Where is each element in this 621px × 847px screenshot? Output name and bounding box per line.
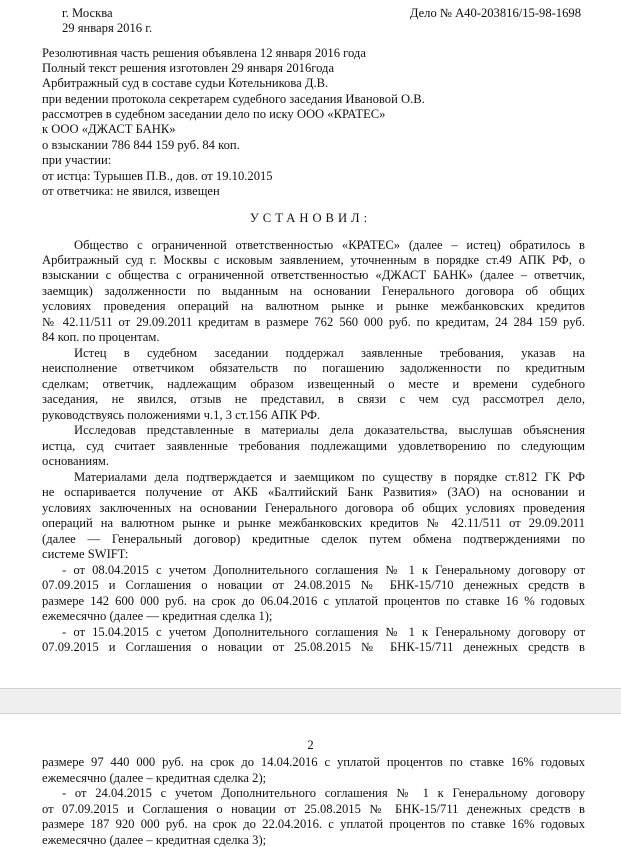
meta-line: к ООО «ДЖАСТ БАНК»	[42, 122, 176, 136]
body-line: операций на валютном рынке и рынке межбанковских кредитов № 42.11/511 от 29.09.2011	[42, 516, 585, 530]
page-edge	[0, 688, 621, 689]
meta-line: при ведении протокола секретарем судебного заседания Ивановой О.В.	[42, 92, 425, 106]
body-line: Арбитражный суд г. Москвы с исковым заявлением, уточненным в порядке ст.49 АПК РФ, о	[42, 253, 585, 267]
meta-line: Полный текст решения изготовлен 29 января 2016года	[42, 61, 335, 75]
meta-line: от истца: Турышев П.В., дов. от 19.10.2015	[42, 169, 273, 183]
body-line: истца, суд считает заявленные требования подлежащими удовлетворению по следующим	[42, 439, 585, 453]
body-line: - от 15.04.2015 с учетом Дополнительного соглашения № 1 к Генеральному договору от	[62, 625, 585, 639]
header-date: 29 января 2016 г.	[62, 21, 153, 35]
body-line: 07.09.2015 и Соглашения о новации от 24.08.2015 № БНК-15/710 денежных средств в	[42, 578, 585, 592]
body-line: неисполнение ответчиком обязательств по погашению задолженности по кредитным	[42, 361, 585, 375]
meta-line: о взыскании 786 844 159 руб. 84 коп.	[42, 138, 240, 152]
header-city: г. Москва	[62, 6, 113, 20]
body-line: условиях проведения операций на валютном рынке и рынке межбанковских кредитов	[42, 299, 585, 313]
meta-line: Резолютивная часть решения объявлена 12 января 2016 года	[42, 46, 366, 60]
body-line: № 42.11/511 от 29.09.2011 кредитам в размере 762 560 000 руб. по кредитам, 24 284 159 руб.	[42, 315, 585, 329]
body-line: 84 коп. по процентам.	[42, 330, 160, 344]
document-page-2	[0, 714, 621, 847]
body-line: размере 142 600 000 руб. на срок до 06.04.2016 с уплатой процентов по ставке 16 % годовых	[42, 594, 585, 608]
body-line: ежемесячно (далее — кредитная сделка 1);	[42, 609, 273, 623]
body-line: заседания, не явился, отзыв не представил, в связи с чем суд рассмотрел дело,	[42, 392, 585, 406]
meta-line: от ответчика: не явился, извещен	[42, 184, 220, 198]
body-line: условиях заключенных на основании Генерального договора об общих условиях проведения	[42, 501, 585, 515]
body-line: размере 187 920 000 руб. на срок до 22.04.2016. с уплатой процентов по ставке 16% годовых	[42, 817, 585, 831]
body-line: (далее — Генеральный договор) кредитные сделок путем обмена подтверждениями по	[42, 532, 585, 546]
body-line: взыскании с общества с ограниченной ответственностью «ДЖАСТ БАНК» (далее – ответчик,	[42, 268, 585, 282]
body-line: - от 24.04.2015 с учетом Дополнительного соглашения № 1 к Генеральному договору	[62, 786, 585, 800]
body-line: заемщик) задолженности по выданным на основании Генерального договора об общих	[42, 284, 585, 298]
page-separator	[0, 688, 621, 714]
section-title: УСТАНОВИЛ:	[249, 211, 372, 225]
body-line: от 07.09.2015 и Соглашения о новации от 25.08.2015 № БНК-15/711 денежных средств в	[42, 802, 585, 816]
body-line: системе SWIFT:	[42, 547, 129, 561]
body-line: ежемесячно (далее – кредитная сделка 3);	[42, 833, 267, 847]
body-line: сделкам; ответчик, надлежащим образом извещенный о месте и времени судебного	[42, 377, 585, 391]
body-line: руководствуясь положениями ч.1, 3 ст.156 АПК РФ.	[42, 408, 321, 422]
body-line: не оспаривается получение от АКБ «Балтийский Банк Развития» (ЗАО) на основании и	[42, 485, 585, 499]
meta-line: при участии:	[42, 153, 112, 167]
meta-line: Арбитражный суд в составе судьи Котельникова Д.В.	[42, 76, 329, 90]
body-line: - от 08.04.2015 с учетом Дополнительного соглашения № 1 к Генеральному договору от	[62, 563, 585, 577]
meta-line: рассмотрев в судебном заседании дело по иску ООО «КРАТЕС»	[42, 107, 386, 121]
body-line: основаниям.	[42, 454, 109, 468]
body-line: размере 97 440 000 руб. на срок до 14.04.2016 с уплатой процентов по ставке 16% годовых	[42, 755, 585, 769]
body-line: ежемесячно (далее – кредитная сделка 2);	[42, 771, 267, 785]
body-line: Общество с ограниченной ответственностью «КРАТЕС» (далее – истец) обратилось в	[74, 238, 585, 252]
body-line: Исследовав представленные в материалы дела доказательства, выслушав объяснения	[74, 423, 585, 437]
body-line: Истец в судебном заседании поддержал заявленные требования, указав на	[74, 346, 585, 360]
case-number: Дело № А40-203816/15-98-1698	[409, 6, 581, 20]
page-number: 2	[307, 738, 314, 752]
body-line: 07.09.2015 и Соглашения о новации от 25.08.2015 № БНК-15/711 денежных средств в	[42, 640, 585, 654]
body-line: Материалами дела подтверждается и заемщиком по существу в порядке ст.812 ГК РФ	[74, 470, 585, 484]
